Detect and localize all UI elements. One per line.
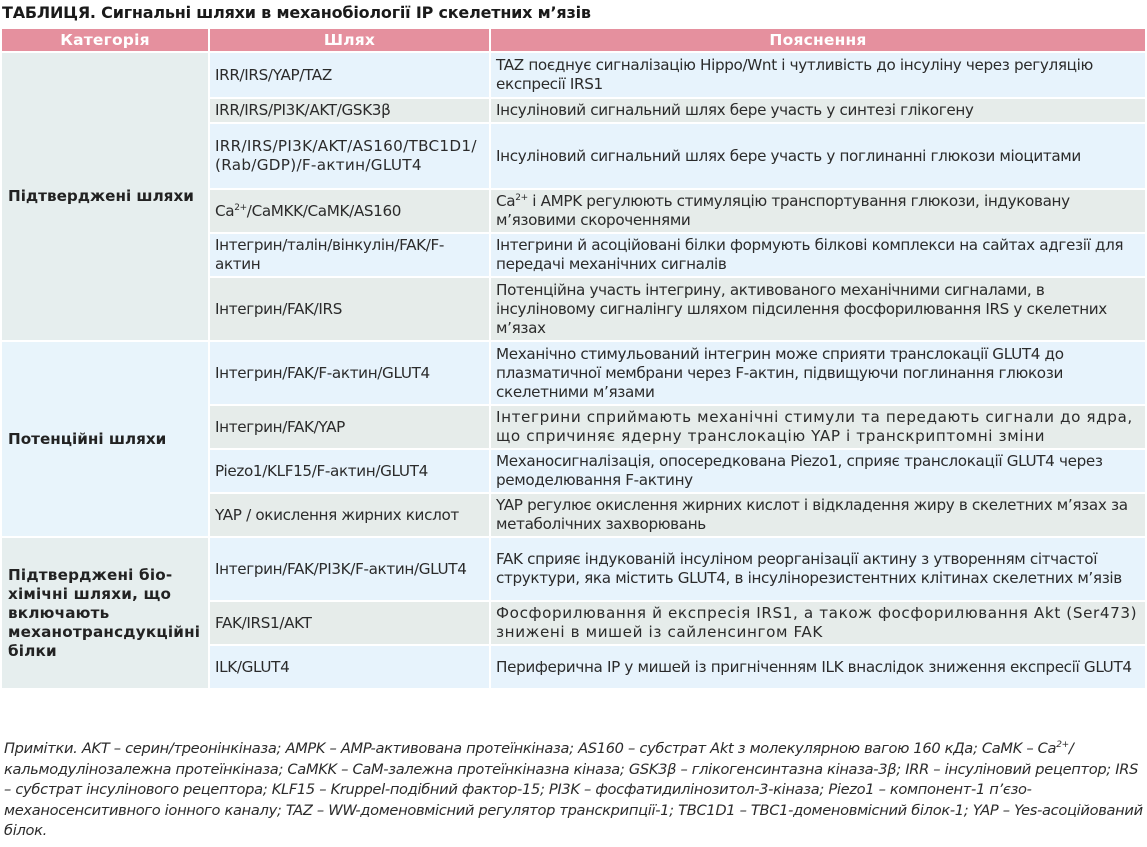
explanation-cell: Механічно стимульований інтегрин може сприяти транслокації GLUT4 до плазматичної мембрани через F-актин, підвищуючи поглинання глюкози скелетними м’язами <box>491 342 1145 404</box>
pathway-prefix: Ca <box>215 201 235 220</box>
explanation-cell: Периферична ІР у мишей із пригніченням ILK внаслідок зниження експресії GLUT4 <box>491 646 1145 688</box>
pathway-cell: Інтегрин/FAK/PI3K/F-актин/GLUT4 <box>210 538 489 600</box>
explanation-cell: Інтегрини й асоційовані білки формують білкові комплекси на сайтах адгезії для передачі механічних сигналів <box>491 234 1145 276</box>
notes-text-part2: /кальмодулінозалежна протеїнкіназа; CaMKK – CaM-залежна протеїнкіназна кіназа; GSK3β – глікогенсинтазна кіназа-3β; IRR – інсуліновий рецептор; IRS – субстрат інсулінового рецептора; KLF15 – Kruppel-подібний фактор-15; PI3K – фосфатидилінозитол-3-кіназа; Piezo1 – компонент-1 п’єзо-механосенситивного іонного каналу; TAZ – WW-доменовмісний регулятор транскрипції-1; TBC1D1 – TBC1-доменовмісний білок-1; YAP – Yes-асоційований білок. <box>4 740 1143 839</box>
category-cell: Підтверджені шляхи <box>2 53 208 340</box>
explanation-cell: Потенційна участь інтегрину, активованого механічними сигналами, в інсуліновому сигналінгу шляхом підсилення фосфорилювання IRS у скелетних м’язах <box>491 278 1145 340</box>
pathway-cell: IRR/IRS/YAP/TAZ <box>210 53 489 97</box>
pathway-cell: YAP / окислення жирних кислот <box>210 494 489 536</box>
signaling-pathways-table <box>0 27 1147 690</box>
header-category: Категорія <box>2 29 208 51</box>
notes-text-part1: Примітки. AKT – серин/треонінкіназа; AMPK – AMP-активована протеїнкіназа; AS160 – субстрат Akt з молекулярною вагою 160 кДа; CaMK – Ca <box>4 740 1057 757</box>
explanation-text: і AMPK регулюють стимуляцію транспортування глюкози, індуковану м’язовими скороченнями <box>496 192 1070 229</box>
table-header-row <box>2 29 1145 51</box>
header-explanation: Пояснення <box>491 29 1145 51</box>
explanation-superscript: 2+ <box>515 193 528 203</box>
explanation-cell <box>491 190 1145 232</box>
pathway-cell: Інтегрин/талін/вінкулін/FAK/F-актин <box>210 234 489 276</box>
pathway-cell: Інтегрин/FAK/F-актин/GLUT4 <box>210 342 489 404</box>
explanation-prefix: Ca <box>496 192 516 210</box>
category-cell: Підтверджені біохімічні шляхи, що включають механотрансдукційні білки <box>2 538 208 688</box>
pathway-cell: Інтегрин/FAK/YAP <box>210 406 489 448</box>
pathway-superscript: 2+ <box>234 202 247 213</box>
explanation-cell: Механосигналізація, опосередкована Piezo1, сприяє транслокації GLUT4 через ремоделювання F-актину <box>491 450 1145 492</box>
pathway-cell: Інтегрин/FAK/IRS <box>210 278 489 340</box>
explanation-cell: TAZ поєднує сигналізацію Hippo/Wnt і чутливість до інсуліну через регуляцію експресії IRS1 <box>491 53 1145 97</box>
pathway-text: /CaMKK/CaMK/AS160 <box>246 201 402 220</box>
notes-superscript: 2+ <box>1056 740 1069 750</box>
explanation-cell: Фосфорилювання й експресія IRS1, а також фосфорилювання Akt (Ser473) знижені в мишей із сайленсингом FAK <box>491 602 1145 644</box>
table-row <box>2 53 1145 97</box>
explanation-cell: Інсуліновий сигнальний шлях бере участь у поглинанні глюкози міоцитами <box>491 124 1145 188</box>
pathway-cell: IRR/IRS/PI3K/AKT/GSK3β <box>210 99 489 122</box>
pathway-cell: IRR/IRS/PI3K/AKT/AS160/TBC1D1/(Rab/GDP)/F-актин/GLUT4 <box>210 124 489 188</box>
pathway-cell <box>210 190 489 232</box>
table-title: ТАБЛИЦЯ. Сигнальні шляхи в механобіології ІР скелетних м’язів <box>2 3 591 22</box>
table-row <box>2 538 1145 600</box>
table-row <box>2 342 1145 404</box>
table-notes <box>4 739 1144 842</box>
explanation-cell: FAK сприяє індукованій інсуліном реорганізації актину з утворенням сітчастої структури, яка містить GLUT4, в інсулінорезистентних клітинах скелетних м’язів <box>491 538 1145 600</box>
explanation-cell: Інсуліновий сигнальний шлях бере участь у синтезі глікогену <box>491 99 1145 122</box>
category-cell: Потенційні шляхи <box>2 342 208 536</box>
explanation-cell: YAP регулює окислення жирних кислот і відкладення жиру в скелетних м’язах за метаболічних захворювань <box>491 494 1145 536</box>
explanation-cell: Інтегрини сприймають механічні стимули та передають сигнали до ядра, що спричиняє ядерну транслокацію YAP і транскриптомні зміни <box>491 406 1145 448</box>
pathway-cell: Piezo1/KLF15/F-актин/GLUT4 <box>210 450 489 492</box>
pathway-cell: FAK/IRS1/AKT <box>210 602 489 644</box>
header-pathway: Шлях <box>210 29 489 51</box>
pathway-cell: ILK/GLUT4 <box>210 646 489 688</box>
